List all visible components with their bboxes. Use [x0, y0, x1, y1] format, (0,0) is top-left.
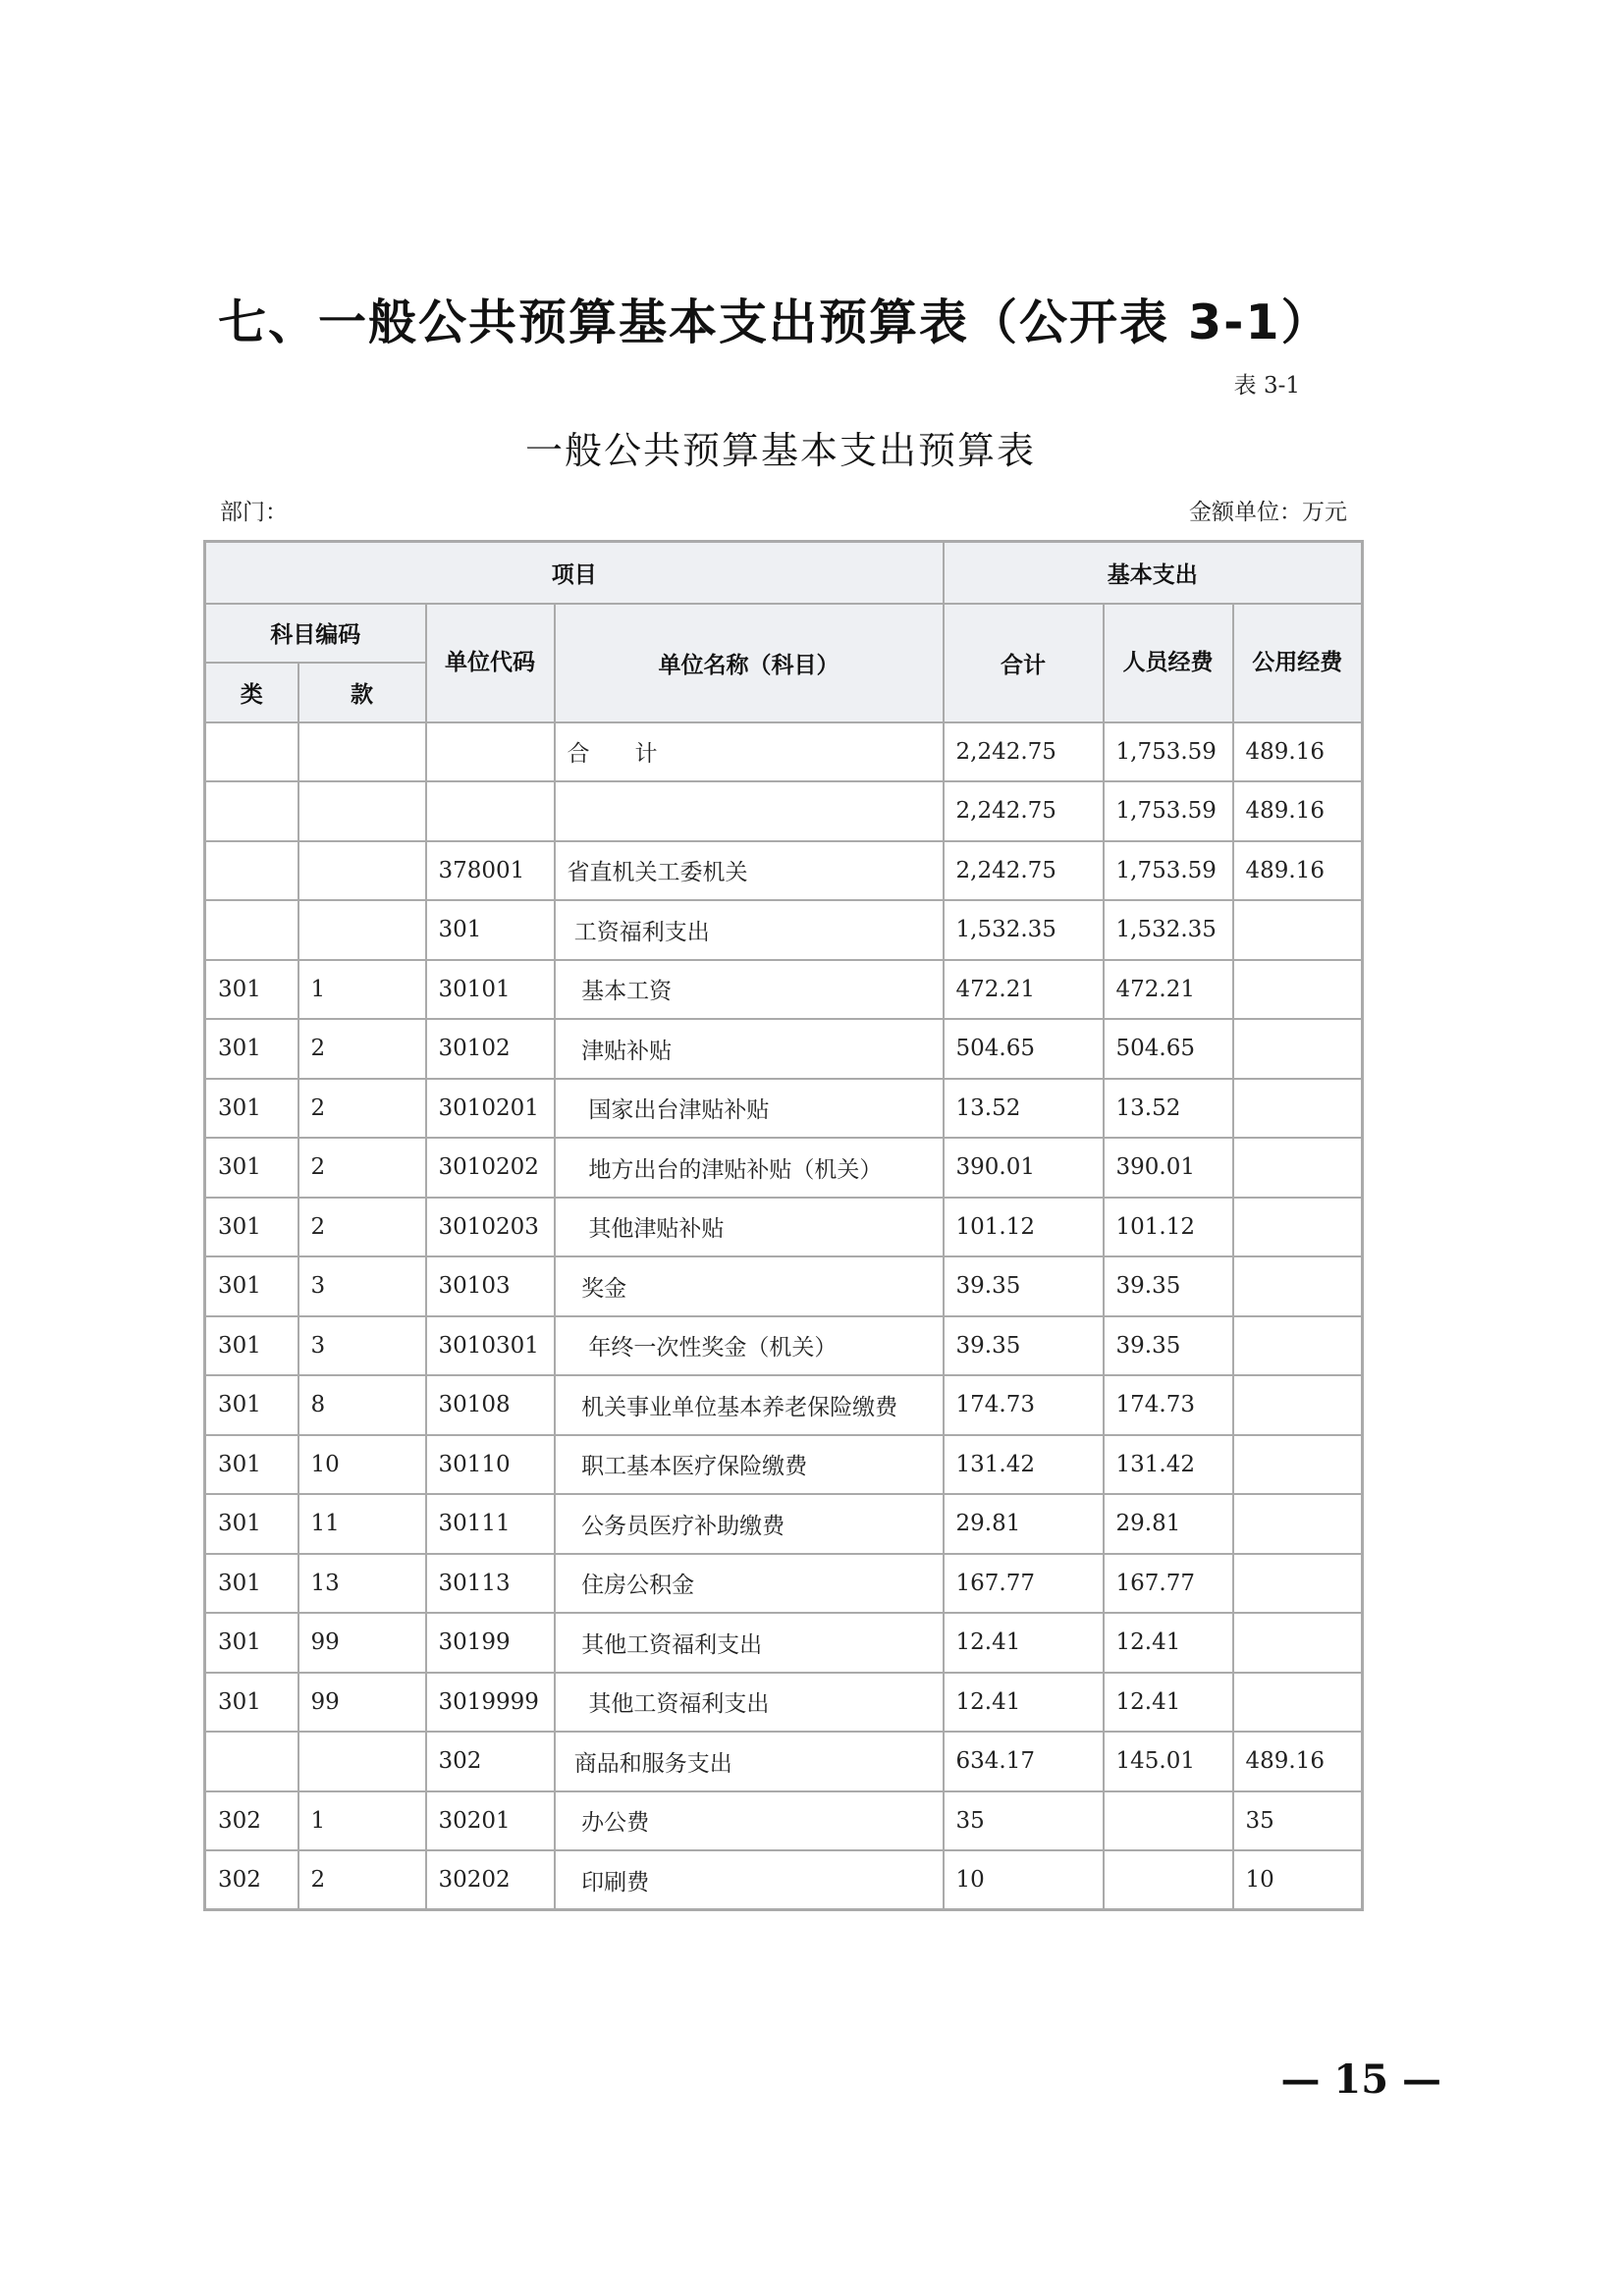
header-personnel-expense: 人员经费: [1104, 604, 1233, 722]
category-cell: 301: [205, 1138, 298, 1198]
header-total: 合计: [944, 604, 1104, 722]
item-cell: 99: [298, 1613, 426, 1673]
public-cell: [1233, 900, 1363, 960]
header-basic-expense: 基本支出: [944, 542, 1363, 604]
table-row: [205, 1673, 1363, 1733]
table-row: [205, 1316, 1363, 1376]
unit-code-cell: 3010201: [426, 1079, 555, 1139]
item-cell: [298, 781, 426, 841]
public-cell: [1233, 1435, 1363, 1495]
table-row: [205, 1198, 1363, 1257]
item-cell: 11: [298, 1494, 426, 1554]
item-cell: [298, 900, 426, 960]
total-cell: 35: [944, 1791, 1104, 1851]
item-cell: 3: [298, 1316, 426, 1376]
item-cell: 2: [298, 1138, 426, 1198]
category-cell: 302: [205, 1791, 298, 1851]
total-cell: 39.35: [944, 1256, 1104, 1316]
item-cell: 1: [298, 960, 426, 1020]
unit-code-cell: [426, 781, 555, 841]
total-cell: 2,242.75: [944, 781, 1104, 841]
table-row: [205, 1256, 1363, 1316]
public-cell: [1233, 1079, 1363, 1139]
category-cell: 302: [205, 1850, 298, 1910]
table-row: [205, 1732, 1363, 1791]
public-cell: [1233, 1198, 1363, 1257]
table-body: [205, 722, 1363, 1910]
total-cell: 13.52: [944, 1079, 1104, 1139]
category-cell: 301: [205, 1673, 298, 1733]
public-cell: [1233, 1494, 1363, 1554]
unit-name-cell: 工资福利支出: [555, 900, 944, 960]
unit-code-cell: 30110: [426, 1435, 555, 1495]
unit-name-cell: 公务员医疗补助缴费: [555, 1494, 944, 1554]
public-cell: [1233, 1256, 1363, 1316]
category-cell: 301: [205, 1494, 298, 1554]
public-cell: [1233, 1019, 1363, 1079]
unit-name-cell: 津贴补贴: [555, 1019, 944, 1079]
amount-unit-label: 金额单位：万元: [1189, 500, 1347, 525]
total-cell: 472.21: [944, 960, 1104, 1020]
public-cell: [1233, 960, 1363, 1020]
personnel-cell: 131.42: [1104, 1435, 1233, 1495]
unit-name-cell: 基本工资: [555, 960, 944, 1020]
total-cell: 10: [944, 1850, 1104, 1910]
item-cell: 2: [298, 1019, 426, 1079]
public-cell: [1233, 1316, 1363, 1376]
table-row: [205, 1138, 1363, 1198]
unit-name-cell: 省直机关工委机关: [555, 841, 944, 901]
table-number: 表 3-1: [1233, 373, 1300, 399]
unit-code-cell: 30201: [426, 1791, 555, 1851]
personnel-cell: [1104, 1850, 1233, 1910]
unit-code-cell: 30111: [426, 1494, 555, 1554]
unit-name-cell: 年终一次性奖金（机关）: [555, 1316, 944, 1376]
personnel-cell: 1,753.59: [1104, 781, 1233, 841]
public-cell: 35: [1233, 1791, 1363, 1851]
personnel-cell: 39.35: [1104, 1256, 1233, 1316]
public-cell: 10: [1233, 1850, 1363, 1910]
unit-code-cell: 301: [426, 900, 555, 960]
personnel-cell: [1104, 1791, 1233, 1851]
page-number: — 15 —: [1280, 2056, 1441, 2103]
table-row: [205, 1554, 1363, 1614]
total-cell: 390.01: [944, 1138, 1104, 1198]
category-cell: [205, 841, 298, 901]
unit-code-cell: 30202: [426, 1850, 555, 1910]
personnel-cell: 472.21: [1104, 960, 1233, 1020]
personnel-cell: 1,753.59: [1104, 722, 1233, 782]
personnel-cell: 167.77: [1104, 1554, 1233, 1614]
unit-name-cell: 其他工资福利支出: [555, 1673, 944, 1733]
header-category: 类: [205, 663, 298, 722]
public-cell: 489.16: [1233, 781, 1363, 841]
personnel-cell: 174.73: [1104, 1375, 1233, 1435]
unit-name-cell: 地方出台的津贴补贴（机关）: [555, 1138, 944, 1198]
total-cell: 2,242.75: [944, 841, 1104, 901]
category-cell: 301: [205, 1435, 298, 1495]
public-cell: 489.16: [1233, 841, 1363, 901]
unit-name-cell: 商品和服务支出: [555, 1732, 944, 1791]
personnel-cell: 145.01: [1104, 1732, 1233, 1791]
unit-code-cell: 30101: [426, 960, 555, 1020]
unit-code-cell: 30113: [426, 1554, 555, 1614]
public-cell: [1233, 1673, 1363, 1733]
personnel-cell: 29.81: [1104, 1494, 1233, 1554]
category-cell: 301: [205, 1375, 298, 1435]
unit-code-cell: 3010202: [426, 1138, 555, 1198]
header-subject-code: 科目编码: [205, 604, 426, 664]
personnel-cell: 13.52: [1104, 1079, 1233, 1139]
table-row: [205, 1079, 1363, 1139]
unit-code-cell: 30199: [426, 1613, 555, 1673]
header-public-expense: 公用经费: [1233, 604, 1363, 722]
category-cell: 301: [205, 1316, 298, 1376]
total-cell: 12.41: [944, 1613, 1104, 1673]
item-cell: 99: [298, 1673, 426, 1733]
header-unit-code: 单位代码: [426, 604, 555, 722]
item-cell: 2: [298, 1198, 426, 1257]
item-cell: 10: [298, 1435, 426, 1495]
category-cell: [205, 781, 298, 841]
unit-code-cell: 302: [426, 1732, 555, 1791]
item-cell: 2: [298, 1079, 426, 1139]
unit-code-cell: 3010301: [426, 1316, 555, 1376]
public-cell: [1233, 1138, 1363, 1198]
total-cell: 131.42: [944, 1435, 1104, 1495]
personnel-cell: 39.35: [1104, 1316, 1233, 1376]
public-cell: [1233, 1554, 1363, 1614]
category-cell: 301: [205, 1079, 298, 1139]
unit-name-cell: 印刷费: [555, 1850, 944, 1910]
public-cell: 489.16: [1233, 1732, 1363, 1791]
total-cell: 174.73: [944, 1375, 1104, 1435]
category-cell: 301: [205, 1198, 298, 1257]
total-cell: 504.65: [944, 1019, 1104, 1079]
item-cell: 3: [298, 1256, 426, 1316]
table-row: [205, 1019, 1363, 1079]
table-row: [205, 1435, 1363, 1495]
table-row: [205, 1494, 1363, 1554]
table-row: [205, 781, 1363, 841]
unit-name-cell: 国家出台津贴补贴: [555, 1079, 944, 1139]
table-row: [205, 1850, 1363, 1910]
category-cell: 301: [205, 1019, 298, 1079]
unit-name-cell: 合 计: [555, 722, 944, 782]
table-title: 一般公共预算基本支出预算表: [524, 429, 1036, 472]
public-cell: [1233, 1613, 1363, 1673]
unit-name-cell: 奖金: [555, 1256, 944, 1316]
total-cell: 634.17: [944, 1732, 1104, 1791]
item-cell: [298, 841, 426, 901]
item-cell: [298, 722, 426, 782]
total-cell: 12.41: [944, 1673, 1104, 1733]
personnel-cell: 1,532.35: [1104, 900, 1233, 960]
unit-name-cell: [555, 781, 944, 841]
category-cell: [205, 722, 298, 782]
personnel-cell: 1,753.59: [1104, 841, 1233, 901]
unit-code-cell: 30103: [426, 1256, 555, 1316]
header-unit-name: 单位名称（科目）: [555, 604, 944, 722]
category-cell: [205, 900, 298, 960]
total-cell: 2,242.75: [944, 722, 1104, 782]
total-cell: 1,532.35: [944, 900, 1104, 960]
item-cell: 1: [298, 1791, 426, 1851]
table-row: [205, 1375, 1363, 1435]
unit-name-cell: 其他工资福利支出: [555, 1613, 944, 1673]
section-heading: 七、一般公共预算基本支出预算表（公开表 3-1）: [218, 294, 1331, 350]
total-cell: 167.77: [944, 1554, 1104, 1614]
personnel-cell: 504.65: [1104, 1019, 1233, 1079]
category-cell: [205, 1732, 298, 1791]
department-label: 部门：: [220, 500, 288, 525]
public-cell: 489.16: [1233, 722, 1363, 782]
personnel-cell: 12.41: [1104, 1673, 1233, 1733]
table-row: [205, 960, 1363, 1020]
table-row: [205, 1791, 1363, 1851]
unit-name-cell: 办公费: [555, 1791, 944, 1851]
unit-name-cell: 住房公积金: [555, 1554, 944, 1614]
unit-code-cell: 30108: [426, 1375, 555, 1435]
unit-code-cell: 378001: [426, 841, 555, 901]
unit-code-cell: 30102: [426, 1019, 555, 1079]
unit-name-cell: 其他津贴补贴: [555, 1198, 944, 1257]
item-cell: 8: [298, 1375, 426, 1435]
total-cell: 39.35: [944, 1316, 1104, 1376]
header-project: 项目: [205, 542, 944, 604]
header-item: 款: [298, 663, 426, 722]
category-cell: 301: [205, 1613, 298, 1673]
unit-code-cell: [426, 722, 555, 782]
budget-table: [203, 540, 1364, 1911]
unit-name-cell: 机关事业单位基本养老保险缴费: [555, 1375, 944, 1435]
item-cell: 2: [298, 1850, 426, 1910]
personnel-cell: 12.41: [1104, 1613, 1233, 1673]
unit-code-cell: 3010203: [426, 1198, 555, 1257]
item-cell: [298, 1732, 426, 1791]
total-cell: 101.12: [944, 1198, 1104, 1257]
personnel-cell: 101.12: [1104, 1198, 1233, 1257]
total-cell: 29.81: [944, 1494, 1104, 1554]
unit-name-cell: 职工基本医疗保险缴费: [555, 1435, 944, 1495]
category-cell: 301: [205, 1256, 298, 1316]
personnel-cell: 390.01: [1104, 1138, 1233, 1198]
item-cell: 13: [298, 1554, 426, 1614]
category-cell: 301: [205, 1554, 298, 1614]
category-cell: 301: [205, 960, 298, 1020]
table-row: [205, 722, 1363, 782]
table-row: [205, 841, 1363, 901]
public-cell: [1233, 1375, 1363, 1435]
table-row: [205, 1613, 1363, 1673]
table-row: [205, 900, 1363, 960]
unit-code-cell: 3019999: [426, 1673, 555, 1733]
